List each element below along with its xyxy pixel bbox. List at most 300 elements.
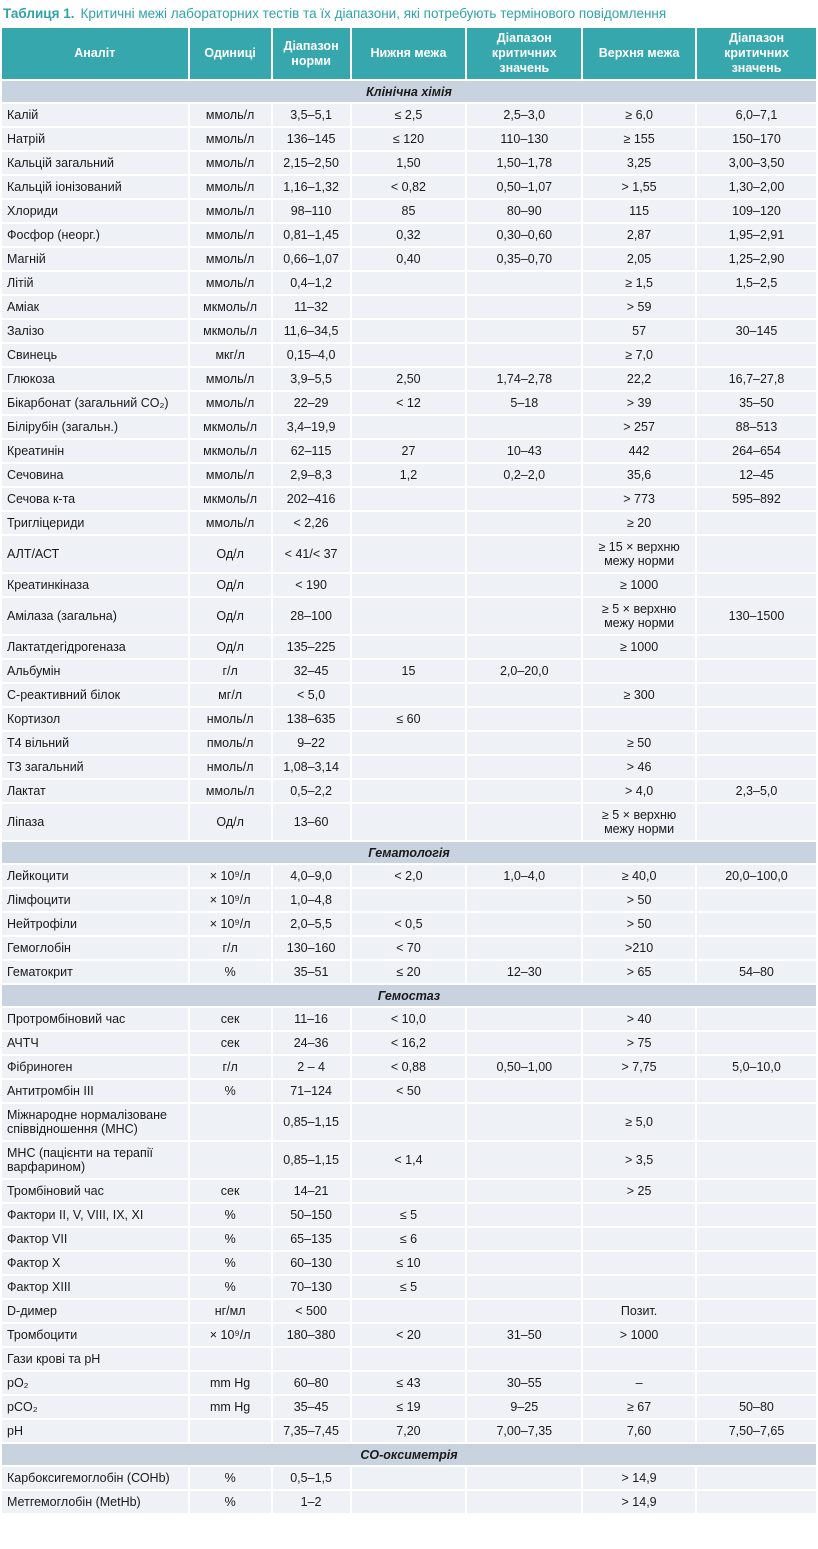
cell-analyte: АЛТ/АСТ <box>2 536 188 572</box>
table-row <box>2 1348 816 1370</box>
cell-critical-range-low: 1,0–4,0 <box>467 865 581 887</box>
cell-normal-range: 3,9–5,5 <box>273 368 350 390</box>
cell-analyte: Хлориди <box>2 200 188 222</box>
cell-critical-range-low <box>467 1348 581 1370</box>
cell-units: мкг/л <box>190 344 271 366</box>
table-row <box>2 1180 816 1202</box>
cell-analyte: Кортизол <box>2 708 188 730</box>
table-row <box>2 804 816 840</box>
section-title: Клінічна хімія <box>2 81 816 102</box>
cell-normal-range: 1,08–3,14 <box>273 756 350 778</box>
cell-critical-range-low <box>467 344 581 366</box>
table-row <box>2 512 816 534</box>
cell-lower-limit <box>352 804 466 840</box>
cell-upper-limit: > 50 <box>583 913 695 935</box>
cell-critical-range-high <box>697 296 816 318</box>
cell-critical-range-high <box>697 660 816 682</box>
cell-analyte: Креатинін <box>2 440 188 462</box>
cell-analyte: Тромбоцити <box>2 1324 188 1346</box>
cell-lower-limit <box>352 780 466 802</box>
table-row <box>2 1491 816 1513</box>
cell-analyte: Фактор VII <box>2 1228 188 1250</box>
cell-lower-limit: 2,50 <box>352 368 466 390</box>
cell-critical-range-low: 1,50–1,78 <box>467 152 581 174</box>
cell-upper-limit: 2,05 <box>583 248 695 270</box>
cell-units: ммоль/л <box>190 368 271 390</box>
cell-upper-limit: > 39 <box>583 392 695 414</box>
cell-normal-range: 98–110 <box>273 200 350 222</box>
cell-lower-limit <box>352 488 466 510</box>
cell-analyte: Аміак <box>2 296 188 318</box>
table-row <box>2 200 816 222</box>
cell-lower-limit <box>352 598 466 634</box>
cell-critical-range-high <box>697 1180 816 1202</box>
cell-units: % <box>190 1467 271 1489</box>
cell-lower-limit: ≤ 6 <box>352 1228 466 1250</box>
cell-critical-range-high: 1,30–2,00 <box>697 176 816 198</box>
cell-units: Од/л <box>190 804 271 840</box>
cell-units: мкмоль/л <box>190 488 271 510</box>
cell-units: % <box>190 1252 271 1274</box>
cell-critical-range-high: 109–120 <box>697 200 816 222</box>
cell-units: ммоль/л <box>190 272 271 294</box>
cell-critical-range-high <box>697 1204 816 1226</box>
cell-normal-range: 28–100 <box>273 598 350 634</box>
cell-critical-range-high: 50–80 <box>697 1396 816 1418</box>
header-critical-range-low: Діапазон критичних значень <box>467 28 581 79</box>
cell-critical-range-low: 12–30 <box>467 961 581 983</box>
cell-units <box>190 1142 271 1178</box>
table-row <box>2 1228 816 1250</box>
table-row <box>2 574 816 596</box>
cell-upper-limit: ≥ 1,5 <box>583 272 695 294</box>
cell-critical-range-low <box>467 598 581 634</box>
cell-critical-range-high: 16,7–27,8 <box>697 368 816 390</box>
cell-critical-range-high <box>697 1372 816 1394</box>
cell-critical-range-low <box>467 296 581 318</box>
cell-upper-limit: > 773 <box>583 488 695 510</box>
cell-lower-limit: < 12 <box>352 392 466 414</box>
cell-analyte: Калій <box>2 104 188 126</box>
cell-analyte: Літій <box>2 272 188 294</box>
cell-lower-limit: < 50 <box>352 1080 466 1102</box>
cell-critical-range-low <box>467 574 581 596</box>
cell-normal-range: 180–380 <box>273 1324 350 1346</box>
cell-analyte: D-димер <box>2 1300 188 1322</box>
cell-analyte: Кальцій загальний <box>2 152 188 174</box>
cell-upper-limit: > 257 <box>583 416 695 438</box>
cell-critical-range-low <box>467 1276 581 1298</box>
cell-normal-range: 11–32 <box>273 296 350 318</box>
cell-units: нг/мл <box>190 1300 271 1322</box>
section-title: Гематологія <box>2 842 816 863</box>
header-upper-limit: Верхня межа <box>583 28 695 79</box>
cell-critical-range-high: 35–50 <box>697 392 816 414</box>
cell-units: сек <box>190 1008 271 1030</box>
cell-analyte: Сечовина <box>2 464 188 486</box>
cell-analyte: Гематокрит <box>2 961 188 983</box>
cell-normal-range: 0,66–1,07 <box>273 248 350 270</box>
cell-critical-range-low <box>467 272 581 294</box>
cell-lower-limit: ≤ 10 <box>352 1252 466 1274</box>
cell-critical-range-low: 80–90 <box>467 200 581 222</box>
table-row <box>2 1467 816 1489</box>
cell-units: mm Hg <box>190 1372 271 1394</box>
cell-critical-range-low <box>467 1142 581 1178</box>
cell-normal-range: 2,15–2,50 <box>273 152 350 174</box>
section-title: Гемостаз <box>2 985 816 1006</box>
cell-analyte: Нейтрофіли <box>2 913 188 935</box>
table-row <box>2 937 816 959</box>
cell-units: г/л <box>190 660 271 682</box>
cell-upper-limit <box>583 708 695 730</box>
table-row <box>2 104 816 126</box>
cell-upper-limit: ≥ 5 × верхню межу норми <box>583 804 695 840</box>
table-row <box>2 1204 816 1226</box>
table-row <box>2 1252 816 1274</box>
cell-normal-range: < 190 <box>273 574 350 596</box>
cell-units: % <box>190 961 271 983</box>
cell-critical-range-low <box>467 913 581 935</box>
cell-units <box>190 1348 271 1370</box>
cell-units: ммоль/л <box>190 128 271 150</box>
section-row <box>2 842 816 863</box>
cell-units: % <box>190 1491 271 1513</box>
cell-analyte: Амілаза (загальна) <box>2 598 188 634</box>
section-row <box>2 1444 816 1465</box>
cell-critical-range-high: 88–513 <box>697 416 816 438</box>
cell-upper-limit: ≥ 300 <box>583 684 695 706</box>
cell-lower-limit: 85 <box>352 200 466 222</box>
cell-critical-range-high: 5,0–10,0 <box>697 1056 816 1078</box>
cell-normal-range: 35–51 <box>273 961 350 983</box>
header-units: Одиниці <box>190 28 271 79</box>
cell-critical-range-low <box>467 1180 581 1202</box>
cell-critical-range-low <box>467 320 581 342</box>
cell-critical-range-high <box>697 1080 816 1102</box>
cell-normal-range: 0,85–1,15 <box>273 1142 350 1178</box>
cell-lower-limit <box>352 756 466 778</box>
cell-units: ммоль/л <box>190 152 271 174</box>
cell-upper-limit: > 1,55 <box>583 176 695 198</box>
cell-analyte: Білірубін (загальн.) <box>2 416 188 438</box>
cell-normal-range: 2 – 4 <box>273 1056 350 1078</box>
cell-upper-limit: > 25 <box>583 1180 695 1202</box>
cell-critical-range-high <box>697 684 816 706</box>
cell-critical-range-low <box>467 1080 581 1102</box>
cell-analyte: Метгемоглобін (MetHb) <box>2 1491 188 1513</box>
cell-analyte: Фактор XIII <box>2 1276 188 1298</box>
cell-normal-range: < 2,26 <box>273 512 350 534</box>
cell-critical-range-low <box>467 1228 581 1250</box>
cell-critical-range-low <box>467 780 581 802</box>
cell-normal-range: 50–150 <box>273 1204 350 1226</box>
cell-analyte: Т4 вільний <box>2 732 188 754</box>
table-row <box>2 1420 816 1442</box>
cell-normal-range: 71–124 <box>273 1080 350 1102</box>
cell-critical-range-high <box>697 804 816 840</box>
cell-critical-range-high <box>697 636 816 658</box>
cell-lower-limit <box>352 512 466 534</box>
table-row <box>2 488 816 510</box>
cell-analyte: Бікарбонат (загальний CO₂) <box>2 392 188 414</box>
table-row <box>2 732 816 754</box>
cell-normal-range: 0,15–4,0 <box>273 344 350 366</box>
cell-analyte: Лактат <box>2 780 188 802</box>
table-row <box>2 1372 816 1394</box>
cell-units: × 10⁹/л <box>190 865 271 887</box>
cell-lower-limit: ≤ 20 <box>352 961 466 983</box>
cell-critical-range-low: 1,74–2,78 <box>467 368 581 390</box>
cell-upper-limit: ≥ 20 <box>583 512 695 534</box>
cell-critical-range-high <box>697 1032 816 1054</box>
cell-critical-range-high <box>697 512 816 534</box>
cell-critical-range-high <box>697 889 816 911</box>
cell-critical-range-high <box>697 536 816 572</box>
cell-lower-limit <box>352 684 466 706</box>
cell-units: г/л <box>190 937 271 959</box>
cell-analyte: pH <box>2 1420 188 1442</box>
cell-upper-limit: ≥ 15 × верхню межу норми <box>583 536 695 572</box>
table-row <box>2 536 816 572</box>
cell-upper-limit: ≥ 155 <box>583 128 695 150</box>
cell-analyte: Натрій <box>2 128 188 150</box>
cell-normal-range: 202–416 <box>273 488 350 510</box>
cell-normal-range: 65–135 <box>273 1228 350 1250</box>
cell-normal-range: 0,4–1,2 <box>273 272 350 294</box>
cell-critical-range-high <box>697 344 816 366</box>
cell-critical-range-low <box>467 512 581 534</box>
cell-analyte: Сечова к-та <box>2 488 188 510</box>
cell-analyte: Креатинкіназа <box>2 574 188 596</box>
cell-analyte: Кальцій іонізований <box>2 176 188 198</box>
cell-units: % <box>190 1080 271 1102</box>
cell-critical-range-low: 31–50 <box>467 1324 581 1346</box>
cell-critical-range-high: 20,0–100,0 <box>697 865 816 887</box>
table-row <box>2 684 816 706</box>
header-analyte: Аналіт <box>2 28 188 79</box>
cell-units: нмоль/л <box>190 756 271 778</box>
cell-analyte: Залізо <box>2 320 188 342</box>
cell-upper-limit: > 4,0 <box>583 780 695 802</box>
cell-critical-range-low <box>467 804 581 840</box>
cell-upper-limit: > 59 <box>583 296 695 318</box>
cell-lower-limit: < 70 <box>352 937 466 959</box>
cell-upper-limit: 442 <box>583 440 695 462</box>
cell-units: мкмоль/л <box>190 296 271 318</box>
cell-units: мкмоль/л <box>190 440 271 462</box>
cell-upper-limit: > 1000 <box>583 1324 695 1346</box>
cell-analyte: pCO₂ <box>2 1396 188 1418</box>
table-row <box>2 961 816 983</box>
cell-critical-range-high <box>697 1491 816 1513</box>
cell-critical-range-low <box>467 1032 581 1054</box>
cell-critical-range-high: 595–892 <box>697 488 816 510</box>
table-row <box>2 272 816 294</box>
cell-critical-range-high: 3,00–3,50 <box>697 152 816 174</box>
cell-lower-limit: < 2,0 <box>352 865 466 887</box>
cell-lower-limit <box>352 1104 466 1140</box>
table-row <box>2 780 816 802</box>
cell-normal-range: < 41/< 37 <box>273 536 350 572</box>
cell-normal-range: 3,4–19,9 <box>273 416 350 438</box>
cell-lower-limit: < 1,4 <box>352 1142 466 1178</box>
cell-critical-range-high: 1,5–2,5 <box>697 272 816 294</box>
cell-critical-range-high <box>697 1008 816 1030</box>
table-row <box>2 1324 816 1346</box>
cell-normal-range: 60–130 <box>273 1252 350 1274</box>
cell-normal-range: 11,6–34,5 <box>273 320 350 342</box>
cell-upper-limit: 115 <box>583 200 695 222</box>
cell-units: мкмоль/л <box>190 416 271 438</box>
cell-lower-limit: < 0,5 <box>352 913 466 935</box>
cell-lower-limit <box>352 574 466 596</box>
cell-units: × 10⁹/л <box>190 1324 271 1346</box>
cell-units: ммоль/л <box>190 176 271 198</box>
cell-analyte: Лейкоцити <box>2 865 188 887</box>
cell-units: Од/л <box>190 598 271 634</box>
cell-lower-limit: ≤ 43 <box>352 1372 466 1394</box>
table-row <box>2 176 816 198</box>
cell-analyte: Свинець <box>2 344 188 366</box>
cell-lower-limit <box>352 344 466 366</box>
cell-units: × 10⁹/л <box>190 889 271 911</box>
cell-upper-limit: 35,6 <box>583 464 695 486</box>
cell-critical-range-low: 0,50–1,07 <box>467 176 581 198</box>
cell-analyte: Альбумін <box>2 660 188 682</box>
cell-units: сек <box>190 1180 271 1202</box>
cell-lower-limit <box>352 1300 466 1322</box>
cell-critical-range-high <box>697 1252 816 1274</box>
cell-analyte: Фактори II, V, VIII, IX, XI <box>2 1204 188 1226</box>
cell-analyte: Лактатдегідрогеназа <box>2 636 188 658</box>
cell-critical-range-high <box>697 1324 816 1346</box>
table-row <box>2 1276 816 1298</box>
cell-units: × 10⁹/л <box>190 913 271 935</box>
critical-values-table <box>0 26 818 1515</box>
cell-normal-range: 9–22 <box>273 732 350 754</box>
cell-lower-limit: 27 <box>352 440 466 462</box>
cell-critical-range-low: 9–25 <box>467 1396 581 1418</box>
cell-normal-range: 136–145 <box>273 128 350 150</box>
cell-units: г/л <box>190 1056 271 1078</box>
cell-upper-limit: ≥ 7,0 <box>583 344 695 366</box>
cell-critical-range-low <box>467 1204 581 1226</box>
cell-critical-range-high <box>697 756 816 778</box>
cell-units: ммоль/л <box>190 512 271 534</box>
table-row <box>2 344 816 366</box>
cell-critical-range-high: 12–45 <box>697 464 816 486</box>
cell-analyte: Фактор X <box>2 1252 188 1274</box>
cell-units: % <box>190 1204 271 1226</box>
cell-analyte: Ліпаза <box>2 804 188 840</box>
cell-critical-range-high <box>697 1276 816 1298</box>
table-row <box>2 1142 816 1178</box>
cell-upper-limit: ≥ 67 <box>583 1396 695 1418</box>
cell-normal-range: 1–2 <box>273 1491 350 1513</box>
cell-critical-range-low <box>467 708 581 730</box>
cell-upper-limit: ≥ 40,0 <box>583 865 695 887</box>
cell-lower-limit: ≤ 60 <box>352 708 466 730</box>
cell-normal-range: 138–635 <box>273 708 350 730</box>
cell-critical-range-high: 7,50–7,65 <box>697 1420 816 1442</box>
cell-analyte: Глюкоза <box>2 368 188 390</box>
cell-lower-limit: 1,2 <box>352 464 466 486</box>
cell-units: Од/л <box>190 574 271 596</box>
cell-critical-range-low: 110–130 <box>467 128 581 150</box>
cell-normal-range: 0,85–1,15 <box>273 1104 350 1140</box>
table-row <box>2 1032 816 1054</box>
cell-normal-range: 0,5–2,2 <box>273 780 350 802</box>
table-row <box>2 756 816 778</box>
table-row <box>2 1008 816 1030</box>
caption-label: Таблиця 1. <box>3 5 75 21</box>
cell-lower-limit: 7,20 <box>352 1420 466 1442</box>
cell-normal-range: 135–225 <box>273 636 350 658</box>
cell-upper-limit: >210 <box>583 937 695 959</box>
cell-analyte: С-реактивний білок <box>2 684 188 706</box>
cell-normal-range: 2,0–5,5 <box>273 913 350 935</box>
cell-upper-limit: > 65 <box>583 961 695 983</box>
cell-lower-limit: ≤ 120 <box>352 128 466 150</box>
cell-critical-range-low <box>467 1008 581 1030</box>
cell-normal-range: < 5,0 <box>273 684 350 706</box>
cell-upper-limit: 3,25 <box>583 152 695 174</box>
cell-normal-range: 130–160 <box>273 937 350 959</box>
cell-analyte: Фібриноген <box>2 1056 188 1078</box>
cell-upper-limit: ≥ 1000 <box>583 574 695 596</box>
cell-units: % <box>190 1228 271 1250</box>
cell-lower-limit: ≤ 5 <box>352 1204 466 1226</box>
cell-analyte: Антитромбін III <box>2 1080 188 1102</box>
cell-analyte: pO₂ <box>2 1372 188 1394</box>
cell-critical-range-low: 0,35–0,70 <box>467 248 581 270</box>
cell-critical-range-high <box>697 1348 816 1370</box>
cell-units: мг/л <box>190 684 271 706</box>
cell-units: mm Hg <box>190 1396 271 1418</box>
cell-critical-range-low: 7,00–7,35 <box>467 1420 581 1442</box>
cell-upper-limit <box>583 1080 695 1102</box>
table-row <box>2 598 816 634</box>
cell-critical-range-high: 54–80 <box>697 961 816 983</box>
table-row <box>2 1056 816 1078</box>
cell-upper-limit: > 14,9 <box>583 1491 695 1513</box>
cell-critical-range-high: 2,3–5,0 <box>697 780 816 802</box>
table-body <box>2 81 816 1513</box>
cell-units: ммоль/л <box>190 200 271 222</box>
cell-upper-limit: > 7,75 <box>583 1056 695 1078</box>
header-lower-limit: Нижня межа <box>352 28 466 79</box>
cell-analyte: МНС (пацієнти на терапії варфарином) <box>2 1142 188 1178</box>
cell-units: мкмоль/л <box>190 320 271 342</box>
cell-analyte: Лімфоцити <box>2 889 188 911</box>
cell-normal-range: 3,5–5,1 <box>273 104 350 126</box>
table-row <box>2 392 816 414</box>
cell-upper-limit: – <box>583 1372 695 1394</box>
cell-critical-range-high: 1,95–2,91 <box>697 224 816 246</box>
cell-upper-limit: ≥ 5,0 <box>583 1104 695 1140</box>
cell-upper-limit: 22,2 <box>583 368 695 390</box>
cell-upper-limit: 2,87 <box>583 224 695 246</box>
table-row <box>2 1104 816 1140</box>
table-row <box>2 1396 816 1418</box>
cell-normal-range: 0,81–1,45 <box>273 224 350 246</box>
cell-normal-range: 7,35–7,45 <box>273 1420 350 1442</box>
cell-lower-limit <box>352 1467 466 1489</box>
cell-critical-range-high <box>697 708 816 730</box>
section-row <box>2 81 816 102</box>
cell-critical-range-low: 0,50–1,00 <box>467 1056 581 1078</box>
